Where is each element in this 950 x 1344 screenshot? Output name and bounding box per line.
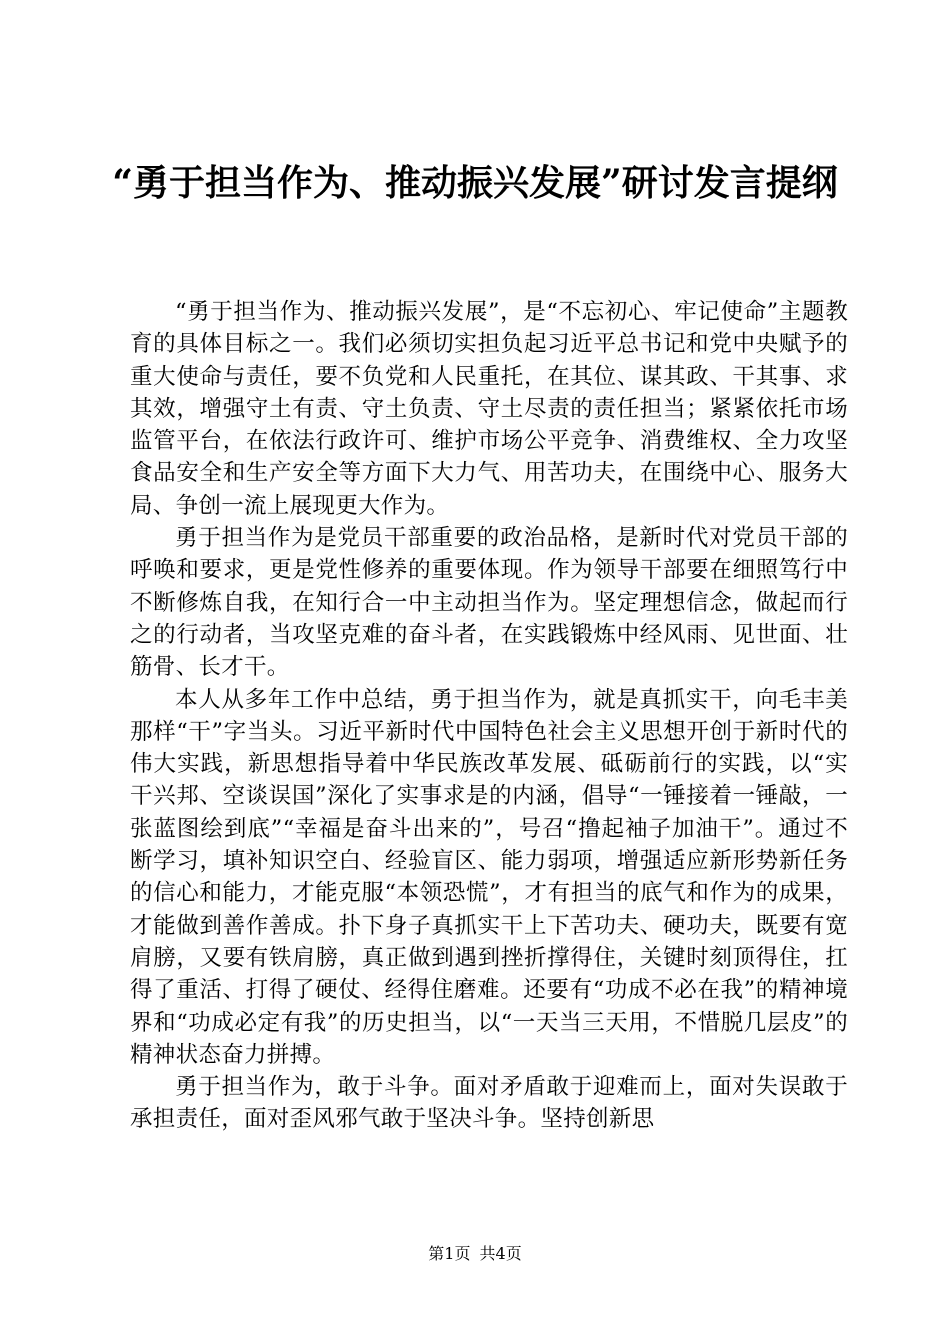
paragraph: 勇于担当作为是党员干部重要的政治品格，是新时代对党员干部的呼唤和要求，更是党性修养的重要体现。作为领导干部要在细照笃行中不断修炼自我，在知行合一中主动担当作为。坚定理想信念，做起而行之的行动者，当攻坚克难的奋斗者，在实践锻炼中经风雨、见世面、壮筋骨、长才干。 xyxy=(130,525,848,681)
page-number: 第1页 xyxy=(428,1244,471,1263)
page-total: 共4页 xyxy=(479,1244,522,1263)
paragraph: 勇于担当作为，敢于斗争。面对矛盾敢于迎难而上，面对失误敢于承担责任，面对歪风邪气敢于坚决斗争。坚持创新思 xyxy=(130,1074,848,1133)
paragraph: 本人从多年工作中总结，勇于担当作为，就是真抓实干，向毛丰美那样“干”字当头。习近平新时代中国特色社会主义思想开创于新时代的伟大实践，新思想指导着中华民族改革发展、砥砺前行的实践，以“实干兴邦、空谈误国”深化了实事求是的内涵，倡导“一锤接着一锤敲，一张蓝图绘到底”“幸福是奋斗出来的”，号召“撸起袖子加油干”。通过不断学习，填补知识空白、经验盲区、能力弱项，增强适应新形势新任务的信心和能力，才能克服“本领恐慌”，才有担当的底气和作为的成果，才能做到善作善成。扑下身子真抓实干上下苦功夫、硬功夫，既要有宽肩膀，又要有铁肩膀，真正做到遇到挫折撑得住，关键时刻顶得住，扛得了重活、打得了硬仗、经得住磨难。还要有“功成不必在我”的精神境界和“功成必定有我”的历史担当，以“一天当三天用，不惜脱几层皮”的精神状态奋力拼搏。 xyxy=(130,686,848,1068)
paragraph: “勇于担当作为、推动振兴发展”，是“不忘初心、牢记使命”主题教育的具体目标之一。我们必须切实担负起习近平总书记和党中央赋予的重大使命与责任，要不负党和人民重托，在其位、谋其政、干其事、求其效，增强守土有责、守土负责、守土尽责的责任担当；紧紧依托市场监管平台，在依法行政许可、维护市场公平竞争、消费维权、全力攻坚食品安全和生产安全等方面下大力气、用苦功夫，在围绕中心、服务大局、争创一流上展现更大作为。 xyxy=(130,299,848,519)
document-title: “勇于担当作为、推动振兴发展”研讨发言提纲 xyxy=(112,162,838,204)
document-body xyxy=(130,296,848,1136)
page-footer xyxy=(0,1242,950,1266)
